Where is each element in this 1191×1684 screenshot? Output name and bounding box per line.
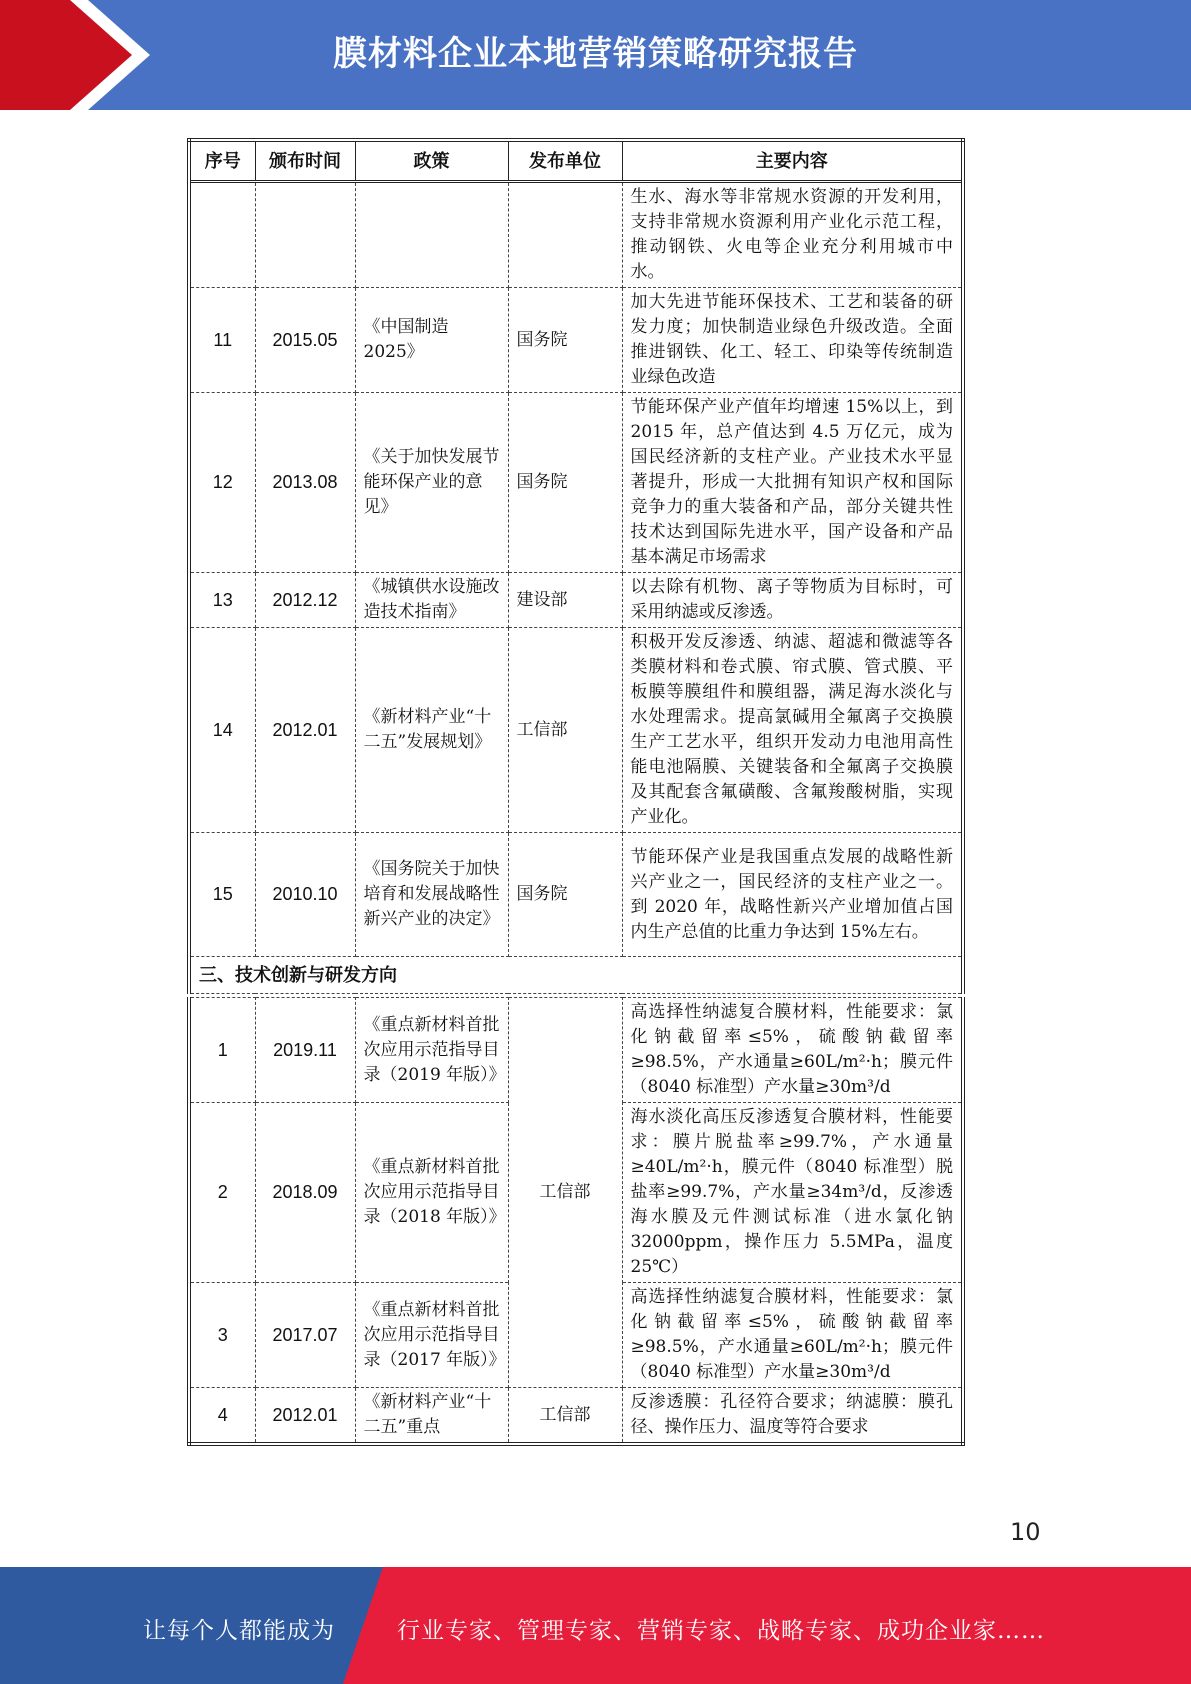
cell-date: 2015.05: [255, 288, 355, 393]
section-title: 三、技术创新与研发方向: [189, 957, 963, 994]
cell-num: 3: [189, 1283, 255, 1388]
cell-policy: 《城镇供水设施改造技术指南》: [355, 573, 508, 628]
cell-unit-merged: 工信部: [508, 998, 622, 1388]
cell-unit: 工信部: [508, 1388, 622, 1445]
page-number: 10: [1010, 1518, 1041, 1546]
cell-content: 高选择性纳滤复合膜材料，性能要求：氯化钠截留率≤5%，硫酸钠截留率≥98.5%，产水通量≥60L/m²·h；膜元件（8040 标准型）产水量≥30m³/d: [622, 1283, 963, 1388]
table-row: [189, 573, 963, 628]
cell-content: 以去除有机物、离子等物质为目标时，可采用纳滤或反渗透。: [622, 573, 963, 628]
report-title: 膜材料企业本地营销策略研究报告: [333, 34, 858, 74]
cell-policy: 《中国制造2025》: [355, 288, 508, 393]
cell-content: 积极开发反渗透、纳滤、超滤和微滤等各类膜材料和卷式膜、帘式膜、管式膜、平板膜等膜组件和膜组器，满足海水淡化与水处理需求。提高氯碱用全氟离子交换膜生产工艺水平，组织开发动力电池用高性能电池隔膜、关键装备和全氟离子交换膜及其配套含氟磺酸、含氟羧酸树脂，实现产业化。: [622, 628, 963, 833]
cell-date: 2019.11: [255, 998, 355, 1103]
cell-policy: 《重点新材料首批次应用示范指导目录（2019 年版）》: [355, 998, 508, 1103]
cell-date: 2017.07: [255, 1283, 355, 1388]
cell-unit: [508, 182, 622, 288]
cell-unit: 工信部: [508, 628, 622, 833]
cell-content: 节能环保产业产值年均增速 15%以上，到 2015 年，总产值达到 4.5 万亿元，成为国民经济新的支柱产业。产业技术水平显著提升，形成一大批拥有知识产权和国际竞争力的重大装备和产品，部分关键共性技术达到国际先进水平，国产设备和产品基本满足市场需求: [622, 393, 963, 573]
header-banner: [0, 0, 1191, 110]
cell-content: 节能环保产业是我国重点发展的战略性新兴产业之一，国民经济的支柱产业之一。到 2020 年，战略性新兴产业增加值占国内生产总值的比重力争达到 15%左右。: [622, 833, 963, 957]
cell-content: 反渗透膜：孔径符合要求；纳滤膜：膜孔径、操作压力、温度等符合要求: [622, 1388, 963, 1445]
cell-num: 11: [189, 288, 255, 393]
table-row: [189, 628, 963, 833]
table-row: [189, 182, 963, 288]
cell-content: 高选择性纳滤复合膜材料，性能要求：氯化钠截留率≤5%，硫酸钠截留率≥98.5%，产水通量≥60L/m²·h；膜元件（8040 标准型）产水量≥30m³/d: [622, 998, 963, 1103]
header-date: 颁布时间: [255, 140, 355, 182]
cell-date: 2012.01: [255, 628, 355, 833]
cell-content: 海水淡化高压反渗透复合膜材料，性能要求：膜片脱盐率≥99.7%，产水通量≥40L/m²·h，膜元件（8040 标准型）脱盐率≥99.7%，产水量≥34m³/d，反渗透海水膜及元件测试标准（进水氯化钠 32000ppm，操作压力 5.5MPa，温度 25℃）: [622, 1103, 963, 1283]
cell-num: 12: [189, 393, 255, 573]
header-unit: 发布单位: [508, 140, 622, 182]
cell-policy: 《重点新材料首批次应用示范指导目录（2018 年版）》: [355, 1103, 508, 1283]
footer-slogan-right: 行业专家、管理专家、营销专家、战略专家、成功企业家……: [397, 1618, 1045, 1644]
cell-policy: 《关于加快发展节能环保产业的意见》: [355, 393, 508, 573]
cell-date: 2012.12: [255, 573, 355, 628]
cell-date: 2012.01: [255, 1388, 355, 1445]
cell-policy: 《新材料产业“十二五”发展规划》: [355, 628, 508, 833]
table-row: [189, 1388, 963, 1445]
cell-unit: 国务院: [508, 288, 622, 393]
table-row: [189, 288, 963, 393]
cell-num: 2: [189, 1103, 255, 1283]
cell-policy: 《重点新材料首批次应用示范指导目录（2017 年版）》: [355, 1283, 508, 1388]
table-row: [189, 393, 963, 573]
cell-num: [189, 182, 255, 288]
cell-content: 生水、海水等非常规水资源的开发利用，支持非常规水资源利用产业化示范工程，推动钢铁、火电等企业充分利用城市中水。: [622, 182, 963, 288]
cell-unit: 建设部: [508, 573, 622, 628]
header-content: 主要内容: [622, 140, 963, 182]
table-row: [189, 998, 963, 1103]
cell-num: 14: [189, 628, 255, 833]
table-header-row: [189, 140, 963, 182]
cell-num: 4: [189, 1388, 255, 1445]
cell-date: 2010.10: [255, 833, 355, 957]
cell-date: 2018.09: [255, 1103, 355, 1283]
cell-date: 2013.08: [255, 393, 355, 573]
policy-table-part2: [187, 997, 965, 1446]
header-policy: 政策: [355, 140, 508, 182]
cell-policy: 《新材料产业“十二五”重点: [355, 1388, 508, 1445]
footer-slogan-left: 让每个人都能成为: [143, 1618, 335, 1644]
policy-table-part1: [187, 138, 965, 994]
cell-date: [255, 182, 355, 288]
footer-banner: [0, 1567, 1191, 1684]
section-row: [189, 957, 963, 994]
cell-num: 15: [189, 833, 255, 957]
table-row: [189, 833, 963, 957]
header-seq: 序号: [189, 140, 255, 182]
cell-num: 13: [189, 573, 255, 628]
cell-unit: 国务院: [508, 833, 622, 957]
cell-num: 1: [189, 998, 255, 1103]
cell-unit: 国务院: [508, 393, 622, 573]
cell-content: 加大先进节能环保技术、工艺和装备的研发力度；加快制造业绿色升级改造。全面推进钢铁、化工、轻工、印染等传统制造业绿色改造: [622, 288, 963, 393]
cell-policy: [355, 182, 508, 288]
cell-policy: 《国务院关于加快培育和发展战略性新兴产业的决定》: [355, 833, 508, 957]
